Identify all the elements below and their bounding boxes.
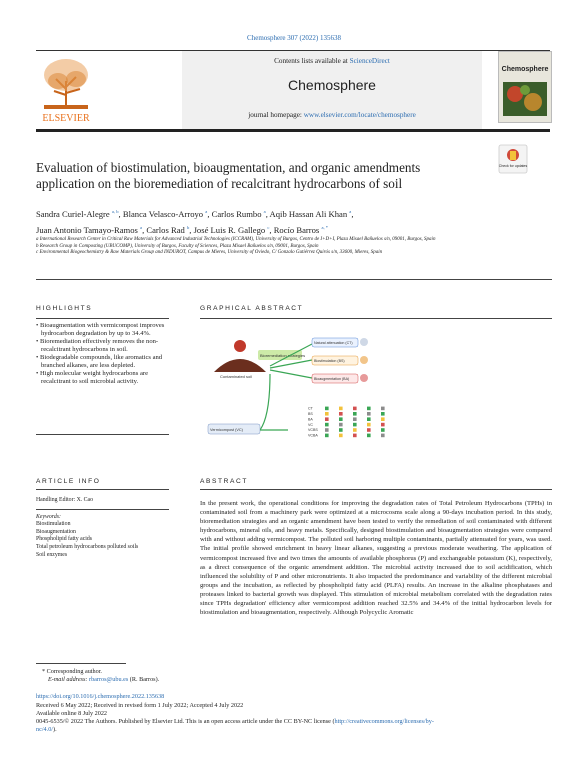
ga-matrix — [308, 407, 385, 438]
author-name[interactable]: Sandra Curiel-Alegre — [36, 208, 110, 219]
ga-label-ba: Bioaugmentation (BA) — [314, 377, 350, 381]
ga-matrix-mark — [339, 428, 343, 432]
ga-label-soil: Contaminated soil — [220, 374, 253, 379]
author-name[interactable]: José Luis R. Gallego — [193, 224, 266, 235]
journal-cover[interactable] — [498, 51, 552, 123]
list-item: • Bioremediation effectively removes the non-recalcitrant hydrocarbons in soil. — [36, 338, 159, 353]
ga-matrix-mark — [353, 407, 357, 411]
graphical-abstract-rule — [200, 318, 552, 319]
ga-matrix-mark — [325, 417, 329, 421]
license-link[interactable]: http://creativecommons.org/licenses/by- — [334, 718, 434, 726]
publisher-name: ELSEVIER — [42, 113, 90, 124]
homepage-line: journal homepage: www.elsevier.com/locate/chemosphere — [248, 111, 416, 119]
license-line: 0045-6535/© 2022 The Authors. Published by Elsevier Ltd. This is an open access article under the CC BY-NC license (http://creativecommons.org/licenses/by- nc/4.0/). — [36, 718, 434, 734]
ga-row-label: VCBA — [308, 433, 318, 438]
footnote-rule — [36, 663, 126, 664]
keyword: Soil enzymes — [36, 551, 68, 558]
ga-row-label: BA — [308, 417, 313, 422]
graphical-abstract-image — [200, 326, 430, 446]
list-item: • Biodegradable compounds, like aromatics and branched alkanes, are less depleted. — [36, 354, 163, 369]
ga-matrix-mark — [353, 428, 357, 432]
ga-matrix-mark — [381, 434, 385, 438]
author-list: Sandra Curiel-Alegre $^{a, b}$, Blanca Velasco-Arroyo $^a$, Carlos Rumbo $^a$, Aqib Hassan Ali Khan $^a$, Juan Antonio Tamayo-Ramos $^a$, Carlos Rad $^b$, José Luis R. Gallego $^c$, Rocío Barros $^{a, *}$ — [36, 208, 354, 235]
journal-masthead — [36, 50, 550, 132]
article-info — [36, 497, 169, 559]
dates-received: Received 6 May 2022; Received in revised form 1 July 2022; Accepted 4 July 2022 — [36, 701, 244, 709]
list-item: • High molecular weight hydrocarbons are recalcitrant to soil microbial activity. — [36, 370, 148, 385]
affiliations — [36, 237, 536, 257]
article-info-heading: ARTICLE INFO — [36, 478, 101, 485]
cover-title: Chemosphere — [501, 66, 549, 73]
ga-matrix-mark — [367, 428, 371, 432]
ga-label-ct: Natural attenuation (CT) — [314, 341, 353, 345]
ga-row-label: VC — [308, 422, 313, 427]
ga-matrix-mark — [381, 428, 385, 432]
author-name[interactable]: Juan Antonio Tamayo-Ramos — [36, 224, 138, 235]
ga-matrix-mark — [381, 423, 385, 427]
affiliation-c: c Environmental Biogeochemistry & Raw Materials Group and INDUROT, Campus de Mieres, University of Oviedo, C/ Gonzalo Gutiérrez Quirós s/n, 33600, Mieres, Spain — [36, 250, 383, 256]
check-updates-icon — [498, 144, 528, 174]
ga-matrix-mark — [353, 423, 357, 427]
author-name[interactable]: Carlos Rumbo — [211, 208, 262, 219]
license-link-cont[interactable]: nc/4.0/ — [36, 726, 54, 734]
abstract-heading: ABSTRACT — [200, 478, 248, 485]
ga-label-bs: Biostimulation (BS) — [314, 359, 345, 363]
ga-matrix-mark — [367, 412, 371, 416]
elsevier-logo[interactable] — [36, 51, 96, 129]
ga-row-label: CT — [308, 406, 313, 411]
ga-matrix-mark — [353, 434, 357, 438]
homepage-link[interactable]: www.elsevier.com/locate/chemosphere — [303, 111, 416, 119]
keyword: Biostimulation — [36, 521, 71, 528]
ga-matrix-mark — [339, 423, 343, 427]
highlights-end-rule — [36, 434, 169, 435]
ga-matrix-mark — [325, 412, 329, 416]
sciencedirect-link[interactable]: ScienceDirect — [349, 57, 390, 65]
ga-matrix-mark — [367, 434, 371, 438]
author-name[interactable]: Blanca Velasco-Arroyo — [122, 208, 204, 219]
ga-matrix-mark — [367, 417, 371, 421]
graphical-abstract-figure[interactable] — [200, 326, 430, 446]
check-for-updates-button[interactable] — [498, 144, 528, 174]
ga-matrix-mark — [339, 417, 343, 421]
masthead-center — [182, 51, 482, 129]
ga-matrix-mark — [381, 407, 385, 411]
keyword: Phospholipid fatty acids — [36, 536, 93, 543]
handling-editor: Handling Editor: X. Cao — [36, 497, 93, 503]
journal-citation[interactable]: Chemosphere 307 (2022) 135638 — [247, 34, 341, 42]
ga-row-label: BS — [308, 412, 313, 416]
article-title: Evaluation of biostimulation, bioaugmentation, and organic amendments application on the bioremediation of recalcitrant hydrocarbons of soil — [36, 160, 421, 191]
ga-matrix-mark — [353, 412, 357, 416]
section-divider — [36, 279, 552, 280]
ga-matrix-mark — [381, 412, 385, 416]
corresponding-author: * Corresponding author. — [42, 668, 102, 675]
highlights-heading: HIGHLIGHTS — [36, 305, 93, 312]
author-name[interactable]: Aqib Hassan Ali Khan — [269, 208, 348, 219]
ga-label-vc: Vermicompost (VC) — [210, 428, 243, 432]
affiliation-a: a International Research Center in Critical Raw Materials for Advanced Industrial Technologies (ICCRAM), University of Burgos, Centro de I+D+I, Plaza Misael Bañuelos s/n, 09001, Burgos, Spain — [36, 237, 436, 242]
abstract-rule — [200, 489, 552, 490]
keyword: Bioaugmentation — [36, 528, 76, 535]
check-updates-label: Check for updates — [498, 164, 528, 168]
ga-row-label: VCBS — [308, 428, 318, 433]
dates-online: Available online 8 July 2022 — [36, 709, 108, 717]
ga-matrix-mark — [325, 407, 329, 411]
journal-title: Chemosphere — [288, 77, 376, 93]
ga-matrix-mark — [339, 434, 343, 438]
email-line: E-mail address: rbarros@ubu.es (R. Barros). — [48, 676, 160, 684]
article-info-rule — [36, 489, 169, 490]
contents-line: Contents lists available at ScienceDirect — [274, 57, 390, 65]
ga-label-strategies: Bioremediation strategies — [260, 353, 306, 358]
ga-matrix-mark — [325, 434, 329, 438]
ga-matrix-mark — [381, 417, 385, 421]
ga-matrix-mark — [367, 423, 371, 427]
graphical-abstract-heading: GRAPHICAL ABSTRACT — [200, 305, 304, 312]
keywords-label: Keywords: — [36, 513, 61, 520]
ga-matrix-mark — [353, 417, 357, 421]
ga-matrix-mark — [325, 428, 329, 432]
author-name[interactable]: Carlos Rad — [146, 224, 185, 235]
highlights-list — [36, 322, 169, 386]
ga-matrix-mark — [339, 412, 343, 416]
ga-matrix-mark — [367, 407, 371, 411]
footer — [36, 668, 556, 734]
ga-matrix-mark — [325, 423, 329, 427]
cover-art-icon — [499, 80, 551, 120]
affiliation-b: b Research Group in Composting (UBUCOMP), University of Burgos, Faculty of Sciences, Plaza Misael Bañuelos s/n, 09001, Burgos, Spain — [36, 243, 319, 249]
abstract-text: In the present work, the operational conditions for improving the degradation rates of Total Petroleum Hydrocarbons (TPHs) in contaminated soil from a machinery park were optimized at a microcosms scale along a 90-days incubation period. In this study, bioremediation strategies and an organic amendment have been tested to verify the remediation of soil contaminated with different hydrocarbons, mineral oils, and heavy metals. Specifically, designed biostimulation and bioaugmentation strategies were compared with and without adding vermicompost. The polluted soil harboring multiple contaminants, partially attenuated for years, was used. The initial profile showed enrichment in heavy linear alkanes, suggesting a previous moderate weathering. The application of vermicompost increased five and two times the amounts of available phosphorus (P) and exchangeable potassium (K), respectively, as a direct consequence of the organic amendment addition. The microbial activity increased due to soil acidification, which influenced the solubility of P and other micronutrients. It also impacted the predominance and variability of the different microbial groups and the incubation, as reflected by phospholipid fatty acid (PLFA) results. An increase in the alkaline phosphatases and proteases linked to bacterial growth was displayed. This stimulation of microbial metabolism correlated with the degradation rates since TPHs degradation' efficiency after vermicompost addition reached 32.5% and 34.4% of the initial hydrocarbon levels for biostimulation and bioaugmentation, respectively. Although Polycyclic Aromatic — [200, 500, 552, 617]
list-item: • Bioaugmentation with vermicompost improves hydrocarbon degradation by up to 34.4%. — [36, 322, 165, 337]
article-info-inner-rule — [36, 509, 169, 510]
email-link[interactable]: rbarros@ubu.es — [89, 676, 129, 684]
ga-matrix-mark — [339, 407, 343, 411]
keyword: Total petroleum hydrocarbons polluted soils — [36, 543, 139, 550]
doi-link[interactable]: https://doi.org/10.1016/j.chemosphere.2022.135638 — [36, 693, 165, 701]
author-name[interactable]: Rocío Barros — [273, 224, 320, 235]
highlights-rule — [36, 318, 169, 319]
